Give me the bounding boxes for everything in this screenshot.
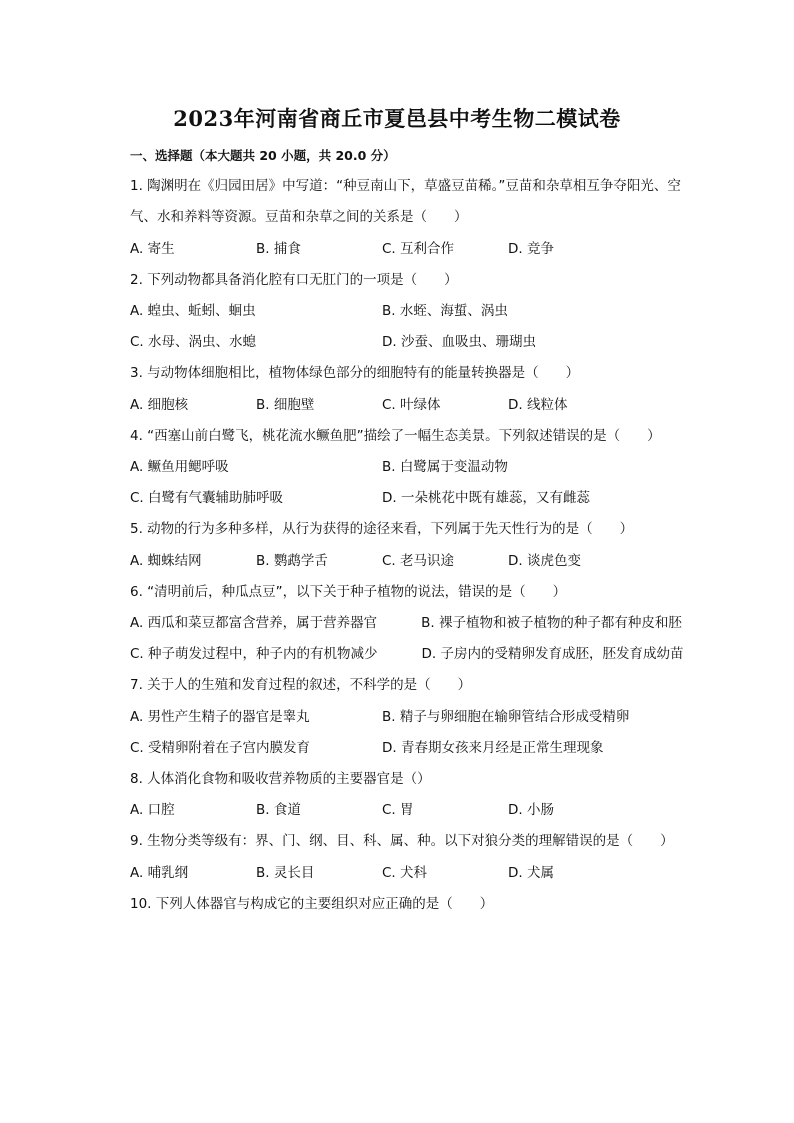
option-a: A. 西瓜和菜豆都富含营养，属于营养器官 bbox=[130, 615, 378, 632]
question-6-stem: 6. “清明前后，种瓜点豆”，以下关于种子植物的说法，错误的是（ ） bbox=[130, 583, 567, 600]
option-d: D. 竞争 bbox=[508, 240, 554, 257]
question-9-stem: 9. 生物分类等级有：界、门、纲、目、科、属、种。以下对狼分类的理解错误的是（ ） bbox=[130, 833, 674, 850]
question-5-options bbox=[130, 546, 694, 577]
question-3-options bbox=[130, 390, 694, 421]
option-a: A. 哺乳纲 bbox=[130, 864, 189, 881]
exam-body bbox=[130, 140, 694, 920]
question-2-options bbox=[130, 296, 694, 358]
option-d: D. 青春期女孩来月经是正常生理现象 bbox=[382, 739, 604, 756]
question-7-options bbox=[130, 702, 694, 764]
question-3-stem: 3. 与动物体细胞相比，植物体绿色部分的细胞特有的能量转换器是（ ） bbox=[130, 365, 580, 382]
option-a: A. 细胞核 bbox=[130, 396, 189, 413]
question-7-stem: 7. 关于人的生殖和发育过程的叙述，不科学的是（ ） bbox=[130, 677, 472, 694]
option-b: B. 细胞壁 bbox=[256, 396, 315, 413]
option-d: D. 子房内的受精卵发育成胚，胚发育成幼苗 bbox=[421, 646, 684, 663]
option-c: C. 老马识途 bbox=[382, 552, 455, 569]
option-d: D. 小肠 bbox=[508, 802, 554, 819]
option-c: C. 互利合作 bbox=[382, 240, 455, 257]
option-a: A. 蝗虫、蚯蚓、蛔虫 bbox=[130, 303, 256, 320]
option-c: C. 受精卵附着在子宫内膜发育 bbox=[130, 739, 311, 756]
question-6-options-cd bbox=[130, 639, 694, 670]
question-8-options bbox=[130, 795, 694, 826]
option-b: B. 白鹭属于变温动物 bbox=[382, 459, 508, 476]
option-c: C. 水母、涡虫、水螅 bbox=[130, 334, 257, 351]
option-b: B. 鹦鹉学舌 bbox=[256, 552, 328, 569]
question-4-stem: 4. “西塞山前白鹭飞，桃花流水鳜鱼肥”描绘了一幅生态美景。下列叙述错误的是（ ） bbox=[130, 427, 661, 444]
option-d: D. 犬属 bbox=[508, 864, 554, 881]
question-1-stem: 1. 陶渊明在《归园田居》中写道：“种豆南山下，草盛豆苗稀。”豆苗和杂草相互争夺阳光、空气、水和养料等资源。豆苗和杂草之间的关系是（ ） bbox=[130, 178, 681, 226]
page-title: 2023年河南省商丘市夏邑县中考生物二模试卷 bbox=[173, 106, 621, 131]
option-c: C. 种子萌发过程中，种子内的有机物减少 bbox=[130, 646, 378, 663]
option-a: A. 口腔 bbox=[130, 802, 175, 819]
question-9-options bbox=[130, 858, 694, 889]
option-b: B. 灵长目 bbox=[256, 864, 315, 881]
option-b: B. 精子与卵细胞在输卵管结合形成受精卵 bbox=[382, 708, 630, 725]
option-a: A. 男性产生精子的器官是睾丸 bbox=[130, 708, 310, 725]
option-d: D. 谈虎色变 bbox=[508, 552, 581, 569]
question-6-options-ab bbox=[130, 608, 694, 639]
question-5-stem: 5. 动物的行为多种多样，从行为获得的途径来看，下列属于先天性行为的是（ ） bbox=[130, 521, 634, 538]
option-a: A. 蜘蛛结网 bbox=[130, 552, 202, 569]
question-4-options bbox=[130, 452, 694, 514]
option-c: C. 叶绿体 bbox=[382, 396, 441, 413]
question-2-stem: 2. 下列动物都具备消化腔有口无肛门的一项是（ ） bbox=[130, 271, 458, 288]
option-c: C. 犬科 bbox=[382, 864, 428, 881]
section-heading: 一、选择题（本大题共 20 小题，共 20.0 分） bbox=[130, 148, 396, 163]
option-a: A. 寄生 bbox=[130, 240, 175, 257]
option-d: D. 一朵桃花中既有雄蕊，又有雌蕊 bbox=[382, 490, 590, 507]
option-c: C. 白鹭有气囊辅助肺呼吸 bbox=[130, 490, 284, 507]
question-10-stem: 10. 下列人体器官与构成它的主要组织对应正确的是（ ） bbox=[130, 895, 494, 912]
option-b: B. 裸子植物和被子植物的种子都有种皮和胚 bbox=[421, 615, 682, 632]
question-8-stem: 8. 人体消化食物和吸收营养物质的主要器官是（） bbox=[130, 771, 431, 788]
option-c: C. 胃 bbox=[382, 802, 414, 819]
option-b: B. 水蛭、海蜇、涡虫 bbox=[382, 303, 508, 320]
option-a: A. 鳜鱼用鳃呼吸 bbox=[130, 459, 229, 476]
option-d: D. 线粒体 bbox=[508, 396, 568, 413]
option-d: D. 沙蚕、血吸虫、珊瑚虫 bbox=[382, 334, 536, 351]
question-1-options bbox=[130, 234, 694, 265]
option-b: B. 食道 bbox=[256, 802, 301, 819]
option-b: B. 捕食 bbox=[256, 240, 301, 257]
